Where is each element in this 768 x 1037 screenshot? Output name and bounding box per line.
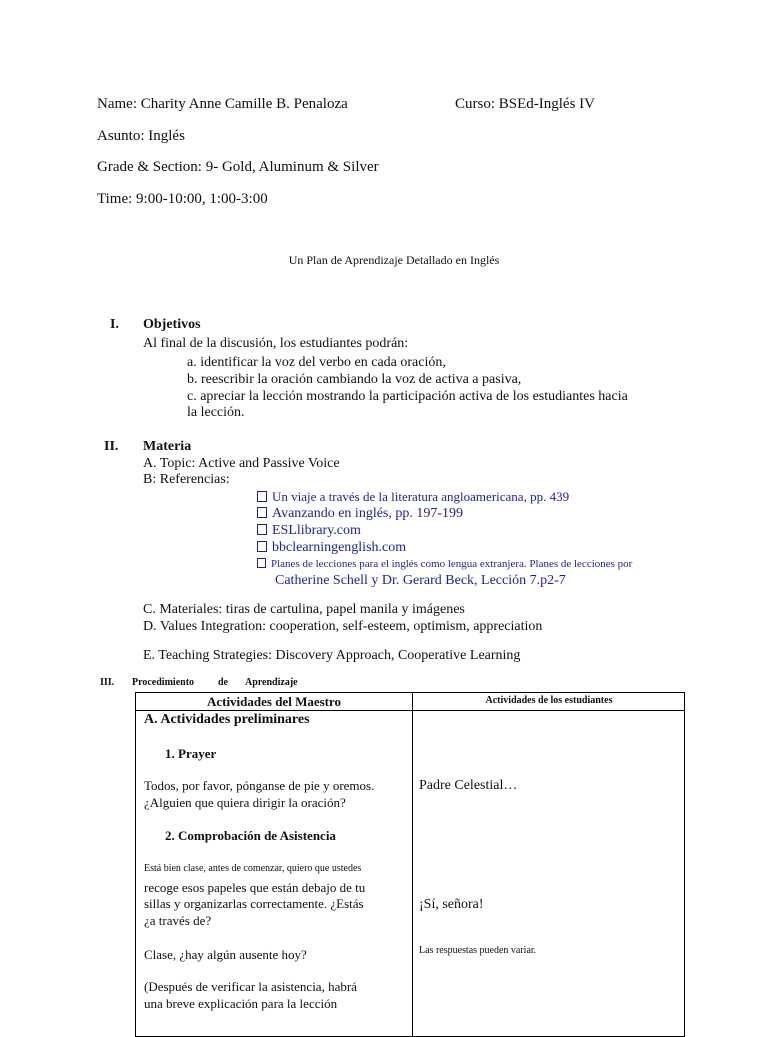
teacher-line: Todos, por favor, pónganse de pie y oremos.: [144, 778, 375, 793]
document-title: Un Plan de Aprendizaje Detallado en Inglés: [288, 253, 500, 267]
prayer-heading: 1. Prayer: [165, 746, 217, 761]
reference-text: Planes de lecciones para el inglés como lengua extranjera. Planes de lecciones por: [271, 558, 633, 570]
column-divider: [412, 693, 413, 1036]
checkbox-icon: [257, 507, 267, 518]
values-integration: D. Values Integration: cooperation, self-esteem, optimism, appreciation: [143, 619, 543, 634]
objective-b: b. reescribir la oración cambiando la voz de activa a pasiva,: [187, 372, 522, 387]
objective-c-continued: la lección.: [187, 405, 245, 420]
teacher-line: ¿Alguien que quiera dirigir la oración?: [144, 795, 346, 810]
header-row-divider: [136, 710, 684, 711]
students-column-header: Actividades de los estudiantes: [485, 695, 613, 706]
reference-text: Un viaje a través de la literatura angloamericana, pp. 439: [272, 489, 570, 504]
checkbox-icon: [257, 491, 267, 502]
teacher-line: Clase, ¿hay algún ausente hoy?: [144, 947, 307, 962]
reference-text-continued: Catherine Schell y Dr. Gerard Beck, Lección 7.p2-7: [275, 573, 566, 588]
reference-item: [257, 489, 569, 505]
time: Time: 9:00-10:00, 1:00-3:00: [97, 191, 268, 207]
student-response: ¡Sí, señora!: [419, 897, 484, 912]
materials: C. Materiales: tiras de cartulina, papel manila y imágenes: [143, 602, 465, 617]
objective-a: a. identificar la voz del verbo en cada oración,: [187, 355, 446, 370]
reference-item: [257, 558, 632, 570]
checkbox-icon: [257, 524, 267, 535]
teaching-strategies: E. Teaching Strategies: Discovery Approach, Cooperative Learning: [143, 648, 521, 663]
checkbox-icon: [257, 541, 267, 552]
preliminary-activities-heading: A. Actividades preliminares: [144, 712, 310, 727]
reference-text: bbclearningenglish.com: [272, 540, 407, 555]
section-3-heading-word: Aprendizaje: [245, 677, 298, 688]
teacher-line: (Después de verificar la asistencia, habrá: [144, 979, 357, 994]
subject: Asunto: Inglés: [97, 128, 185, 144]
teacher-line: ¿a través de?: [144, 913, 212, 928]
checkbox-icon: [257, 558, 266, 568]
teacher-line: recoge esos papeles que están debajo de tu: [144, 880, 366, 895]
section-3-heading-word: de: [218, 677, 228, 688]
reference-item: [257, 540, 406, 556]
teacher-column-header: Actividades del Maestro: [206, 694, 342, 709]
topic: A. Topic: Active and Passive Voice: [143, 456, 340, 471]
teacher-line: Está bien clase, antes de comenzar, quiero que ustedes: [144, 863, 362, 874]
teacher-line: sillas y organizarlas correctamente. ¿Estás: [144, 896, 364, 911]
attendance-heading: 2. Comprobación de Asistencia: [165, 828, 336, 843]
section-2-number: II.: [104, 439, 119, 454]
reference-item: [257, 506, 463, 522]
teacher-line: una breve explicación para la lección: [144, 996, 338, 1011]
objective-c: c. apreciar la lección mostrando la participación activa de los estudiantes hacia: [187, 389, 628, 404]
section-2-heading: Materia: [143, 439, 192, 454]
reference-text: ESLlibrary.com: [272, 523, 361, 538]
activities-table: [135, 692, 685, 1037]
section-1-heading: Objetivos: [143, 317, 201, 332]
reference-text: Avanzando en inglés, pp. 197-199: [272, 506, 464, 521]
student-name: Name: Charity Anne Camille B. Penaloza: [97, 96, 348, 112]
section-3-number: III.: [100, 677, 115, 688]
reference-item: [257, 523, 361, 539]
section-3-heading-word: Procedimiento: [132, 677, 195, 688]
grade-section: Grade & Section: 9- Gold, Aluminum & Silver: [97, 159, 379, 175]
section-1-number: I.: [110, 317, 119, 332]
references-label: B: Referencias:: [143, 472, 230, 487]
student-response: Padre Celestial…: [419, 778, 518, 793]
objectives-intro: Al final de la discusión, los estudiantes podrán:: [143, 336, 409, 351]
course: Curso: BSEd-Inglés IV: [455, 96, 595, 112]
student-response: Las respuestas pueden variar.: [419, 945, 537, 956]
